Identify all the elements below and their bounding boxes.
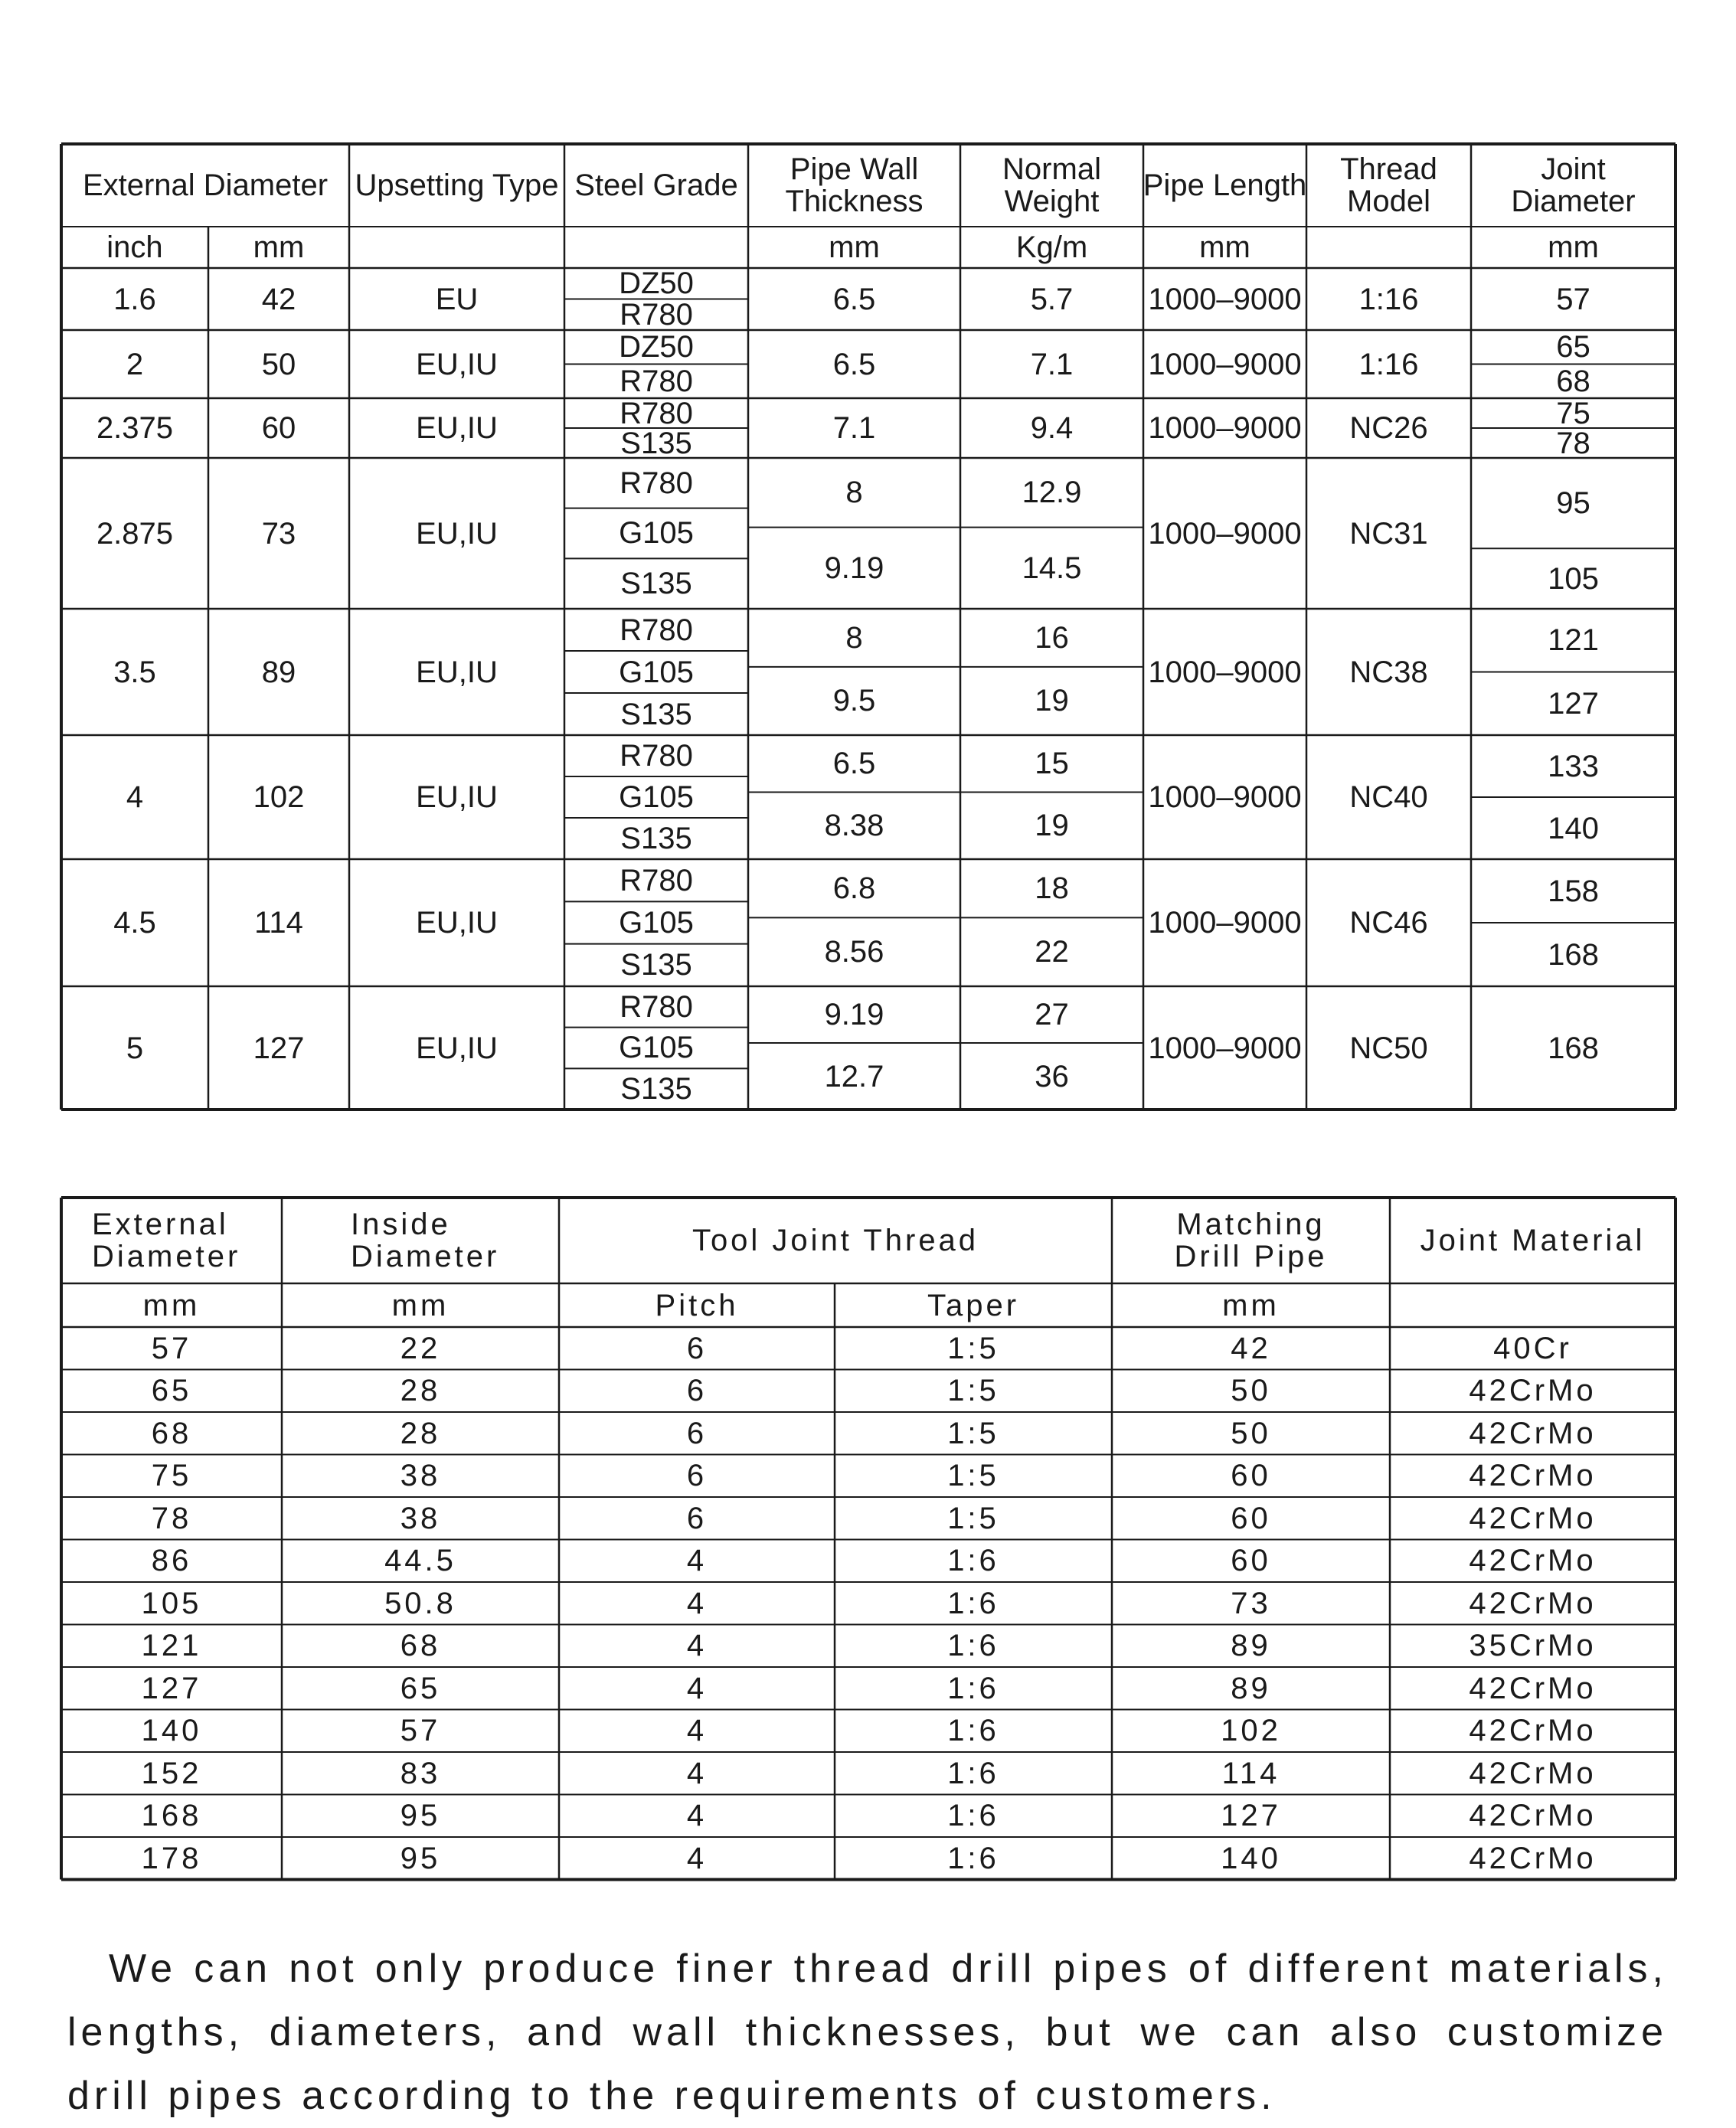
- thread-taper: 1:6: [947, 1586, 999, 1620]
- matching-drill-pipe: 60: [1231, 1459, 1271, 1493]
- od-inch: 1.6: [113, 282, 156, 316]
- joint-diameter: 78: [1556, 426, 1591, 460]
- subheader-pitch: Pitch: [655, 1288, 739, 1322]
- unit-mm: mm: [1199, 230, 1251, 264]
- thread-taper: 1:6: [947, 1756, 999, 1790]
- header-external-diameter: [92, 1198, 282, 1283]
- thread-pitch: 4: [686, 1799, 708, 1833]
- steel-grade: R780: [620, 396, 693, 430]
- inside-diameter: 95: [400, 1799, 441, 1833]
- header-thread-model-line: Model: [1347, 185, 1430, 218]
- header-steel-grade: Steel Grade: [574, 168, 738, 202]
- pipe-length: 1000–9000: [1148, 411, 1302, 445]
- external-diameter: 68: [151, 1416, 192, 1450]
- steel-grade: R780: [620, 863, 693, 897]
- upsetting-type: EU,IU: [416, 780, 498, 814]
- unit-kgm: Kg/m: [1015, 230, 1088, 264]
- od-inch: 4.5: [113, 906, 156, 940]
- upsetting-type: EU,IU: [416, 655, 498, 689]
- joint-diameter: 57: [1556, 282, 1591, 316]
- steel-grade: S135: [620, 1072, 692, 1106]
- upsetting-type: EU,IU: [416, 516, 498, 551]
- external-diameter: 178: [141, 1841, 202, 1875]
- steel-grade: DZ50: [619, 266, 694, 301]
- normal-weight: 19: [1035, 809, 1069, 843]
- joint-material: 40Cr: [1493, 1331, 1572, 1365]
- joint-material: 42CrMo: [1469, 1671, 1597, 1705]
- thread-taper: 1:6: [947, 1629, 999, 1663]
- matching-drill-pipe: 89: [1231, 1629, 1271, 1663]
- pipe-length: 1000–9000: [1148, 1031, 1302, 1065]
- joint-material: 42CrMo: [1469, 1841, 1597, 1875]
- external-diameter: 75: [151, 1459, 192, 1493]
- joint-material: 42CrMo: [1469, 1586, 1597, 1620]
- upsetting-type: EU,IU: [416, 1031, 498, 1065]
- thread-taper: 1:6: [947, 1799, 999, 1833]
- wall-thickness: 9.19: [824, 551, 884, 585]
- inside-diameter: 22: [400, 1331, 441, 1365]
- steel-grade: S135: [620, 697, 692, 731]
- od-mm: 102: [253, 780, 305, 814]
- inside-diameter: 95: [400, 1841, 441, 1875]
- normal-weight: 27: [1035, 998, 1069, 1032]
- thread-taper: 1:5: [947, 1501, 999, 1535]
- inside-diameter: 44.5: [384, 1544, 456, 1578]
- steel-grade: R780: [620, 297, 693, 332]
- thread-model: NC38: [1349, 655, 1428, 689]
- inside-diameter: 50.8: [384, 1586, 456, 1620]
- external-diameter: 152: [141, 1756, 202, 1790]
- inside-diameter: 28: [400, 1374, 441, 1408]
- thread-model: 1:16: [1358, 347, 1419, 381]
- unit-mm: mm: [253, 230, 305, 264]
- thread-pitch: 6: [686, 1501, 708, 1535]
- thread-model: NC26: [1349, 411, 1428, 445]
- od-mm: 60: [261, 411, 296, 445]
- wall-thickness: 9.19: [824, 998, 884, 1032]
- joint-diameter: 75: [1556, 396, 1591, 430]
- steel-grade: G105: [619, 1031, 694, 1065]
- od-mm: 114: [254, 906, 303, 940]
- thread-taper: 1:6: [947, 1544, 999, 1578]
- steel-grade: G105: [619, 905, 694, 940]
- matching-drill-pipe: 140: [1221, 1841, 1281, 1875]
- header-matching-drill-pipe: [1112, 1198, 1390, 1283]
- thread-model: NC46: [1349, 906, 1428, 940]
- header-external-diameter: External Diameter: [82, 168, 329, 202]
- external-diameter: 121: [141, 1629, 202, 1663]
- joint-diameter: 168: [1548, 1031, 1599, 1065]
- joint-material: 42CrMo: [1469, 1374, 1597, 1408]
- header-inside-diameter-line: Inside: [351, 1208, 451, 1241]
- header-tool-joint-thread: Tool Joint Thread: [691, 1224, 979, 1257]
- matching-drill-pipe: 50: [1231, 1374, 1271, 1408]
- thread-taper: 1:5: [947, 1374, 999, 1408]
- pipe-length: 1000–9000: [1148, 655, 1302, 689]
- thread-pitch: 6: [686, 1374, 708, 1408]
- customization-note: [67, 1937, 1668, 2128]
- header-thread-model-line: Thread: [1340, 152, 1437, 186]
- unit-mm: mm: [391, 1288, 450, 1322]
- pipe-length: 1000–9000: [1148, 780, 1302, 814]
- header-joint-diameter-line: Diameter: [1511, 185, 1636, 218]
- matching-drill-pipe: 60: [1231, 1544, 1271, 1578]
- joint-diameter: 121: [1548, 623, 1599, 658]
- wall-thickness: 8.56: [824, 935, 884, 969]
- od-inch: 4: [126, 780, 144, 814]
- thread-model: NC50: [1349, 1031, 1428, 1065]
- inside-diameter: 28: [400, 1416, 441, 1450]
- upsetting-type: EU: [435, 282, 479, 316]
- wall-thickness: 12.7: [824, 1059, 884, 1093]
- pipe-length: 1000–9000: [1148, 347, 1302, 381]
- od-inch: 2.875: [96, 516, 174, 551]
- header-inside-diameter-line: Diameter: [351, 1240, 500, 1273]
- steel-grade: R780: [620, 989, 693, 1024]
- external-diameter: 105: [141, 1586, 202, 1620]
- joint-material: 42CrMo: [1469, 1501, 1597, 1535]
- unit-inch: inch: [106, 230, 163, 264]
- normal-weight: 7.1: [1030, 347, 1074, 381]
- joint-diameter: 127: [1548, 686, 1599, 721]
- external-diameter: 168: [141, 1799, 202, 1833]
- header-normal-weight-line: Weight: [1004, 185, 1100, 218]
- header-inside-diameter: [351, 1198, 559, 1283]
- external-diameter: 140: [141, 1714, 202, 1748]
- external-diameter: 86: [151, 1544, 192, 1578]
- joint-material: 42CrMo: [1469, 1799, 1597, 1833]
- wall-thickness: 8: [845, 476, 863, 510]
- thread-model: NC31: [1349, 516, 1428, 551]
- wall-thickness: 9.5: [832, 684, 876, 718]
- joint-diameter: 95: [1556, 486, 1591, 521]
- steel-grade: G105: [619, 516, 694, 551]
- wall-thickness: 6.8: [832, 871, 876, 906]
- normal-weight: 16: [1035, 620, 1069, 655]
- header-matching-drill-pipe-line: Drill Pipe: [1174, 1240, 1328, 1273]
- wall-thickness: 8.38: [824, 809, 884, 843]
- thread-taper: 1:5: [947, 1416, 999, 1450]
- inside-diameter: 38: [400, 1459, 441, 1493]
- thread-pitch: 6: [686, 1331, 708, 1365]
- header-pipe-wall-thickness-line: Thickness: [785, 185, 924, 218]
- joint-material: 35CrMo: [1469, 1629, 1597, 1663]
- joint-diameter: 68: [1556, 364, 1591, 398]
- external-diameter: 127: [141, 1671, 202, 1705]
- normal-weight: 36: [1035, 1059, 1069, 1093]
- header-pipe-length: Pipe Length: [1143, 168, 1307, 202]
- od-mm: 50: [261, 347, 296, 381]
- steel-grade: R780: [620, 466, 693, 500]
- thread-pitch: 6: [686, 1459, 708, 1493]
- steel-grade: S135: [620, 426, 692, 460]
- thread-pitch: 4: [686, 1586, 708, 1620]
- normal-weight: 15: [1035, 747, 1069, 781]
- inside-diameter: 38: [400, 1501, 441, 1535]
- pipe-length: 1000–9000: [1148, 516, 1302, 551]
- external-diameter: 57: [151, 1331, 192, 1365]
- matching-drill-pipe: 50: [1231, 1416, 1271, 1450]
- steel-grade: DZ50: [619, 330, 694, 364]
- thread-pitch: 4: [686, 1714, 708, 1748]
- steel-grade: S135: [620, 822, 692, 855]
- inside-diameter: 57: [400, 1714, 441, 1748]
- joint-material: 42CrMo: [1469, 1459, 1597, 1493]
- matching-drill-pipe: 60: [1231, 1501, 1271, 1535]
- pipe-length: 1000–9000: [1148, 906, 1302, 940]
- unit-mm: mm: [1548, 230, 1599, 264]
- od-inch: 5: [126, 1031, 144, 1065]
- header-upsetting-type: Upsetting Type: [355, 168, 559, 202]
- inside-diameter: 65: [400, 1671, 441, 1705]
- normal-weight: 12.9: [1022, 476, 1082, 510]
- steel-grade: G105: [619, 655, 694, 689]
- od-mm: 42: [261, 282, 296, 316]
- od-inch: 2: [126, 347, 144, 381]
- normal-weight: 14.5: [1022, 551, 1082, 585]
- od-mm: 89: [261, 655, 296, 689]
- joint-material: 42CrMo: [1469, 1416, 1597, 1450]
- joint-diameter: 168: [1548, 937, 1599, 972]
- joint-diameter: 65: [1556, 330, 1591, 364]
- upsetting-type: EU,IU: [416, 906, 498, 940]
- matching-drill-pipe: 102: [1221, 1714, 1281, 1748]
- joint-diameter: 133: [1548, 749, 1599, 783]
- thread-pitch: 6: [686, 1416, 708, 1450]
- normal-weight: 18: [1035, 871, 1069, 906]
- matching-drill-pipe: 127: [1221, 1799, 1281, 1833]
- matching-drill-pipe: 89: [1231, 1671, 1271, 1705]
- header-external-diameter-line: External: [92, 1208, 229, 1241]
- od-inch: 2.375: [96, 411, 174, 445]
- external-diameter: 78: [151, 1501, 192, 1535]
- header-joint-material: Joint Material: [1420, 1224, 1646, 1257]
- joint-material: 42CrMo: [1469, 1544, 1597, 1578]
- inside-diameter: 83: [400, 1756, 441, 1790]
- normal-weight: 5.7: [1030, 282, 1074, 316]
- thread-taper: 1:5: [947, 1331, 999, 1365]
- unit-mm: mm: [1222, 1288, 1280, 1322]
- wall-thickness: 6.5: [832, 747, 876, 781]
- unit-mm: mm: [829, 230, 880, 264]
- joint-material: 42CrMo: [1469, 1714, 1597, 1748]
- wall-thickness: 6.5: [832, 347, 876, 381]
- upsetting-type: EU,IU: [416, 347, 498, 381]
- external-diameter: 65: [151, 1374, 192, 1408]
- joint-diameter: 158: [1548, 874, 1599, 908]
- steel-grade: S135: [620, 567, 692, 601]
- thread-pitch: 4: [686, 1544, 708, 1578]
- joint-material: 42CrMo: [1469, 1756, 1597, 1790]
- normal-weight: 22: [1035, 935, 1069, 969]
- header-matching-drill-pipe-line: Matching: [1176, 1208, 1326, 1241]
- thread-pitch: 4: [686, 1629, 708, 1663]
- wall-thickness: 8: [845, 620, 863, 655]
- thread-model: NC40: [1349, 780, 1428, 814]
- header-normal-weight-line: Normal: [1002, 152, 1101, 186]
- subheader-taper: Taper: [927, 1288, 1020, 1322]
- thread-pitch: 4: [686, 1756, 708, 1790]
- normal-weight: 9.4: [1030, 411, 1074, 445]
- header-pipe-wall-thickness-line: Pipe Wall: [790, 152, 919, 186]
- matching-drill-pipe: 73: [1231, 1586, 1271, 1620]
- thread-taper: 1:6: [947, 1714, 999, 1748]
- steel-grade: S135: [620, 948, 692, 982]
- steel-grade: G105: [619, 780, 694, 814]
- matching-drill-pipe: 114: [1221, 1756, 1280, 1790]
- wall-thickness: 6.5: [832, 282, 876, 316]
- od-mm: 73: [261, 516, 296, 551]
- joint-diameter: 140: [1548, 811, 1599, 845]
- note-text: We can not only produce finer thread drill pipes of different materials, lengths, diameters, and wall thicknesses, but we can also customize drill pipes according to the requirements of customers.: [67, 1947, 1668, 2118]
- steel-grade: R780: [620, 364, 693, 398]
- matching-drill-pipe: 42: [1231, 1331, 1271, 1365]
- steel-grade: R780: [620, 739, 693, 773]
- od-inch: 3.5: [113, 655, 156, 689]
- thread-pitch: 4: [686, 1671, 708, 1705]
- od-mm: 127: [253, 1031, 305, 1065]
- thread-model: 1:16: [1358, 282, 1419, 316]
- header-joint-diameter-line: Joint: [1541, 152, 1606, 186]
- pipe-length: 1000–9000: [1148, 282, 1302, 316]
- steel-grade: R780: [620, 613, 693, 647]
- upsetting-type: EU,IU: [416, 411, 498, 445]
- thread-pitch: 4: [686, 1841, 708, 1875]
- thread-taper: 1:6: [947, 1841, 999, 1875]
- inside-diameter: 68: [400, 1629, 441, 1663]
- normal-weight: 19: [1035, 684, 1069, 718]
- header-external-diameter-line: Diameter: [92, 1240, 241, 1273]
- thread-taper: 1:6: [947, 1671, 999, 1705]
- joint-diameter: 105: [1548, 561, 1599, 596]
- thread-taper: 1:5: [947, 1459, 999, 1493]
- wall-thickness: 7.1: [832, 411, 876, 445]
- unit-mm: mm: [142, 1288, 201, 1322]
